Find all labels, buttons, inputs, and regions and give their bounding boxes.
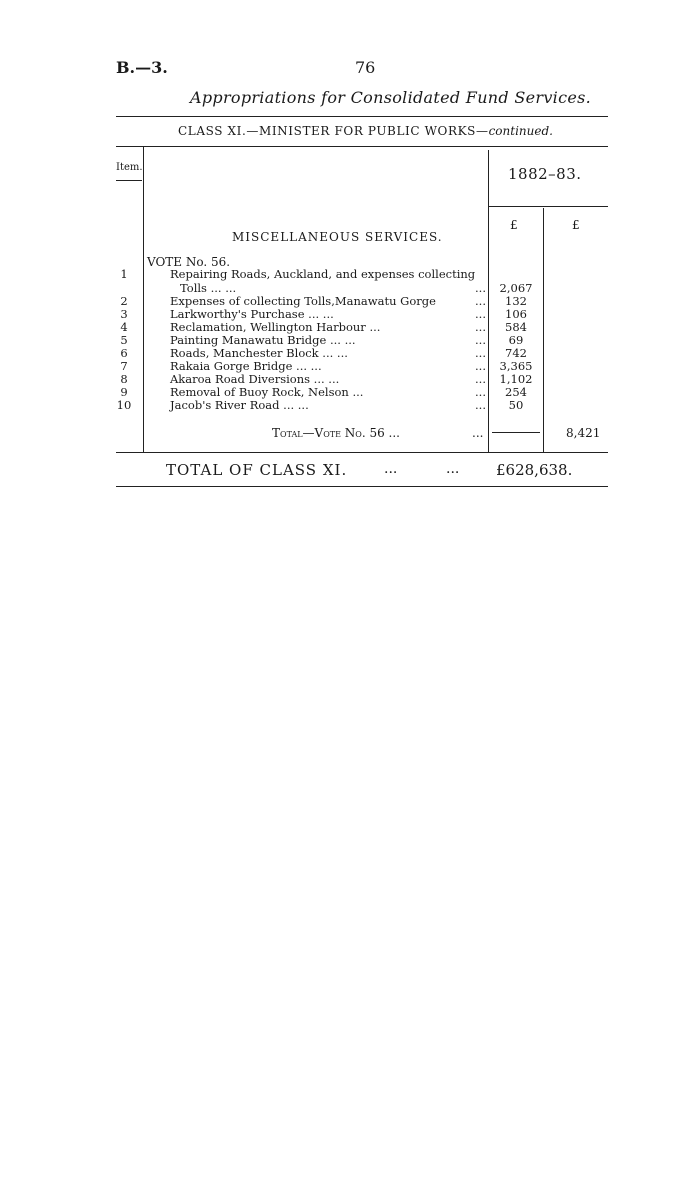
item-number: 7 [120,359,128,373]
item-header-underline [116,180,142,181]
leader-dots: ... [475,359,486,373]
leader-dots: ... [475,294,486,308]
item-number: 9 [120,385,128,399]
class-heading-main: CLASS XI.—MINISTER FOR PUBLIC WORKS— [178,124,489,138]
pound-symbol-col1: £ [510,218,518,232]
table-row [0,295,700,308]
item-description: Rakaia Gorge Bridge ... ... [170,359,322,373]
footer-rule [116,486,608,487]
item-number: 5 [120,333,128,347]
class-heading-continued: continued. [488,124,553,138]
vote-total-dash [492,432,540,433]
item-description: Larkworthy's Purchase ... ... [170,307,334,321]
item-description: Jacob's River Road ... ... [170,398,309,412]
page-number: 76 [355,58,376,77]
item-amount: 132 [505,294,527,308]
item-description: Reclamation, Wellington Harbour ... [170,320,381,334]
vote-label: VOTE No. 56. [147,255,231,269]
page-title: Appropriations for Consolidated Fund Services. [190,88,592,107]
item-amount: 69 [508,333,524,347]
leader-dots: ... [475,281,486,295]
leader-dots: ... [475,346,486,360]
item-number: 6 [120,346,128,360]
item-amount: 584 [505,320,527,334]
item-column-header: Item. [116,162,143,173]
item-amount: 3,365 [499,359,533,373]
item-description: Painting Manawatu Bridge ... ... [170,333,356,347]
item-description: Akaroa Road Diversions ... ... [170,372,340,386]
item-amount: 2,067 [499,281,533,295]
item-description: Repairing Roads, Auckland, and expenses collecting [170,267,476,281]
item-description: Removal of Buoy Rock, Nelson ... [170,385,364,399]
document-code: B.—3. [116,58,168,77]
item-description: Expenses of collecting Tolls,Manawatu Gorge [170,294,436,308]
class-total-amount: £628,638. [496,461,573,479]
table-bottom-rule [116,452,608,453]
class-total-label: TOTAL OF CLASS XI. [166,461,348,479]
item-amount: 50 [508,398,524,412]
table-row [0,386,700,399]
table-row [0,399,700,412]
item-description: Roads, Manchester Block ... ... [170,346,348,360]
leader-dots: ... [475,398,486,412]
item-number: 4 [120,320,128,334]
table-row [0,360,700,373]
item-number: 1 [120,267,128,281]
item-amount: 1,102 [499,372,533,386]
item-amount: 742 [505,346,527,360]
pound-symbol-col2: £ [572,218,580,232]
vote-total-label: Total—Vote No. 56 ... [272,426,400,440]
item-number: 10 [116,398,132,412]
leader-dots: ... [475,333,486,347]
year-header-underline [489,206,608,207]
item-amount: 254 [505,385,527,399]
leader-dots: ... [475,385,486,399]
item-number: 2 [120,294,128,308]
class-total-dots-2: ... [446,461,460,477]
year-column-header: 1882–83. [508,165,582,183]
leader-dots: ... [475,307,486,321]
leader-dots: ... [475,320,486,334]
vote-total-dots: ... [472,426,484,440]
item-description: Tolls ... ... [180,281,237,295]
table-row [0,334,700,347]
vote-total-amount: 8,421 [566,426,601,440]
table-row [0,347,700,360]
item-amount: 106 [505,307,527,321]
table-top-rule [116,146,608,147]
class-heading [178,124,553,138]
leader-dots: ... [475,372,486,386]
header-rule [116,116,608,117]
table-row [0,268,700,281]
item-number: 8 [120,372,128,386]
class-total-dots-1: ... [384,461,398,477]
item-number: 3 [120,307,128,321]
section-title: MISCELLANEOUS SERVICES. [232,230,443,244]
